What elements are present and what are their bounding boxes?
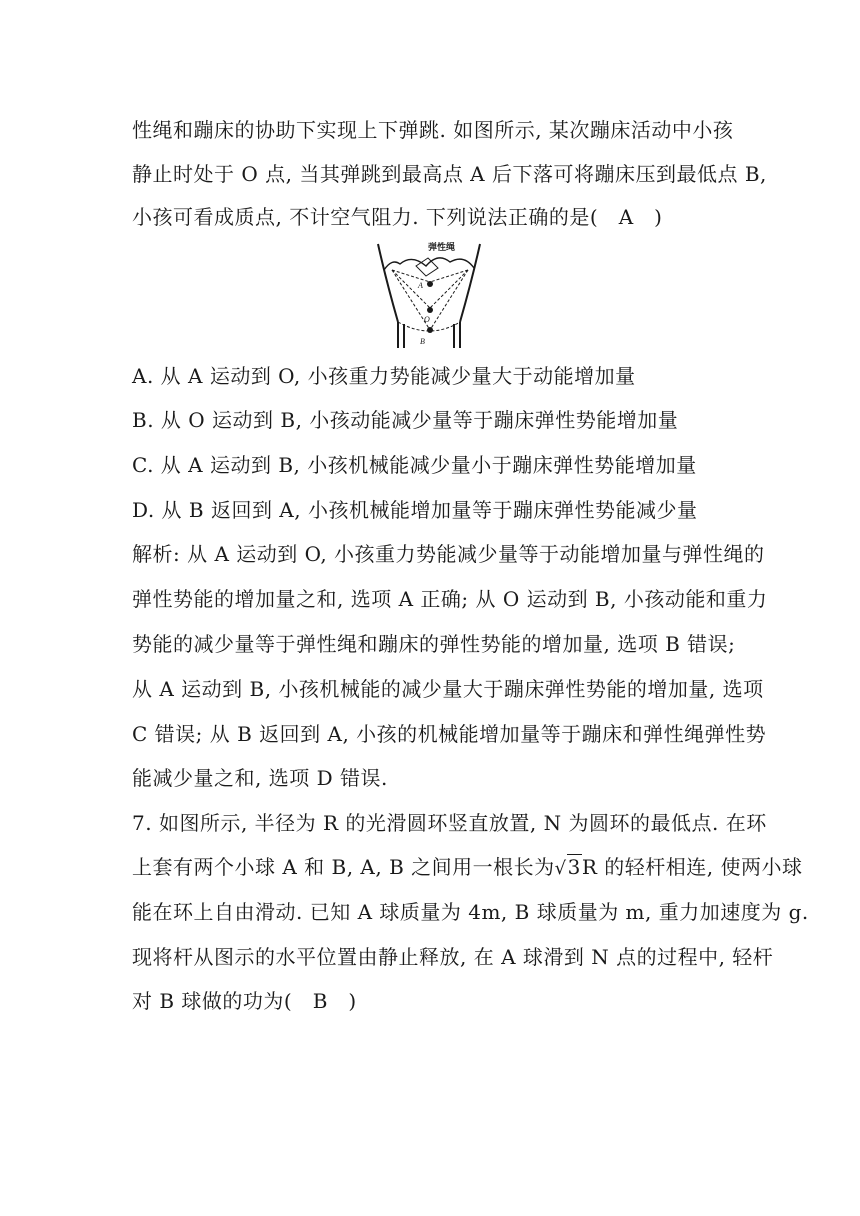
label-b: B [420,337,425,346]
q7-line-3: 能在环上自由滑动. 已知 A 球质量为 4m, B 球质量为 m, 重力加速度为 g. [132,900,809,924]
label-a: A [418,281,423,290]
option-c: C. 从 A 运动到 B, 小孩机械能减少量小于蹦床弹性势能增加量 [132,453,697,477]
q6-stem-line-2: 静止时处于 O 点, 当其弹跳到最高点 A 后下落可将蹦床压到最低点 B, [132,162,767,186]
q6-stem-line-1: 性绳和蹦床的协助下实现上下弹跳. 如图所示, 某次蹦床活动中小孩 [132,118,734,142]
sqrt-radicand: 3 [567,855,581,879]
label-elastic-rope: 弹性绳 [428,242,456,252]
q7-line-2-end: R 的轻杆相连, 使两小球 [581,855,803,879]
q7-line-2 [132,853,803,883]
option-d: D. 从 B 返回到 A, 小孩机械能增加量等于蹦床弹性势能减少量 [132,498,698,522]
q7-line-1: 7. 如图所示, 半径为 R 的光滑圆环竖直放置, N 为圆环的最低点. 在环 [132,811,767,835]
option-a: A. 从 A 运动到 O, 小孩重力势能减少量大于动能增加量 [132,364,636,388]
analysis-line-6: 能减少量之和, 选项 D 错误. [132,766,388,790]
trampoline-figure [372,240,486,352]
analysis-line-5: C 错误; 从 B 返回到 A, 小孩的机械能增加量等于蹦床和弹性绳弹性势 [132,722,767,746]
q7-line-4: 现将杆从图示的水平位置由静止释放, 在 A 球滑到 N 点的过程中, 轻杆 [132,945,774,969]
q6-stem-line-3: 小孩可看成质点, 不计空气阻力. 下列说法正确的是( A ) [132,205,663,229]
q7-line-2-start: 上套有两个小球 A 和 B, A, B 之间用一根长为 [132,855,555,879]
sqrt-three [555,853,582,883]
option-b: B. 从 O 运动到 B, 小孩动能减少量等于蹦床弹性势能增加量 [132,408,679,432]
analysis-line-2: 弹性势能的增加量之和, 选项 A 正确; 从 O 运动到 B, 小孩动能和重力 [132,587,768,611]
point-a [427,281,433,287]
point-b [427,327,433,333]
analysis-line-1: 解析: 从 A 运动到 O, 小孩重力势能减少量等于动能增加量与弹性绳的 [132,542,765,566]
sqrt-sign: √ [554,858,567,879]
analysis-line-3: 势能的减少量等于弹性绳和蹦床的弹性势能的增加量, 选项 B 错误; [132,632,736,656]
point-o [427,307,433,313]
q7-line-5: 对 B 球做的功为( B ) [132,989,357,1013]
label-o: O [424,315,430,324]
analysis-line-4: 从 A 运动到 B, 小孩机械能的减少量大于蹦床弹性势能的增加量, 选项 [132,677,764,701]
